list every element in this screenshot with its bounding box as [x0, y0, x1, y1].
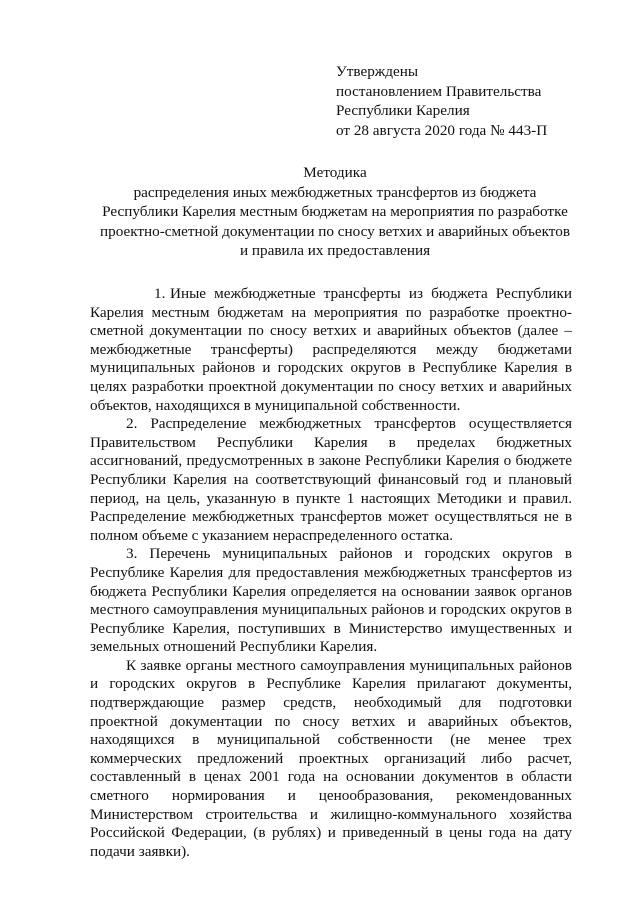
document-title: [70, 163, 600, 261]
title-line: Республики Карелия местным бюджетам на мероприятия по разработке: [102, 203, 568, 220]
title-line: распределения иных межбюджетных трансфертов из бюджета: [133, 183, 537, 201]
title-line: Методика: [303, 164, 367, 181]
paragraph-4: К заявке органы местного самоуправления муниципальных районов и городских округов в Республике Карелия прилагают документы, подтверждающие размер средств, необходимый для подготовки проектной документации по сносу ветхих и аварийных объектов, находящихся в муниципальной собственности (не менее трех коммерческих предложений проектных организаций либо расчет, составленный в ценах 2001 года на основании документов в области сметного нормирования и ценообразования, рекомендованных Министерством строительства и жилищно-коммунального хозяйства Российской Федерации, (в рублях) и приведенный в цены года на дату подачи заявки).: [90, 656, 572, 860]
approval-line: Республики Карелия: [336, 102, 470, 119]
document-body: [90, 285, 572, 861]
paragraph-number: 1.: [154, 285, 166, 302]
approval-line: Утверждены: [336, 63, 419, 80]
approval-block: [336, 62, 616, 140]
title-line: и правила их предоставления: [239, 242, 431, 259]
paragraph-3: 3. Перечень муниципальных районов и городских округов в Республике Карелия для предоставления межбюджетных трансфертов из бюджета Республики Карелия определяется на основании заявок органов местного самоуправления муниципальных районов и городских округов в Республике Карелия, поступивших в Министерство имущественных и земельных отношений Республики Карелия.: [90, 545, 572, 656]
approval-date-line: от 28 августа 2020 года № 443-П: [336, 121, 548, 139]
approval-line: постановлением Правительства: [336, 82, 542, 100]
paragraph-1: [90, 285, 572, 415]
title-line: проектно-сметной документации по сносу ветхих и аварийных объектов: [99, 222, 571, 240]
paragraph-text: Иные межбюджетные трансферты из бюджета Республики Карелия местным бюджетам на мероприятия по разработке проектно-сметной документации по сносу ветхих и аварийных объектов (далее – межбюджетные трансферты) распределяются между бюджетами муниципальных районов и городских округов в Республике Карелия в целях разработки проектной документации по сносу ветхих и аварийных объектов, находящихся в муниципальной собственности.: [90, 285, 572, 414]
paragraph-2: 2. Распределение межбюджетных трансфертов осуществляется Правительством Республики Карелия в пределах бюджетных ассигнований, предусмотренных в законе Республики Карелия о бюджете Республики Карелия на соответствующий финансовый год и плановый период, на цель, указанную в пункте 1 настоящих Методики и правил. Распределение межбюджетных трансфертов может осуществляться не в полном объеме с указанием нераспределенного остатка.: [90, 415, 572, 544]
